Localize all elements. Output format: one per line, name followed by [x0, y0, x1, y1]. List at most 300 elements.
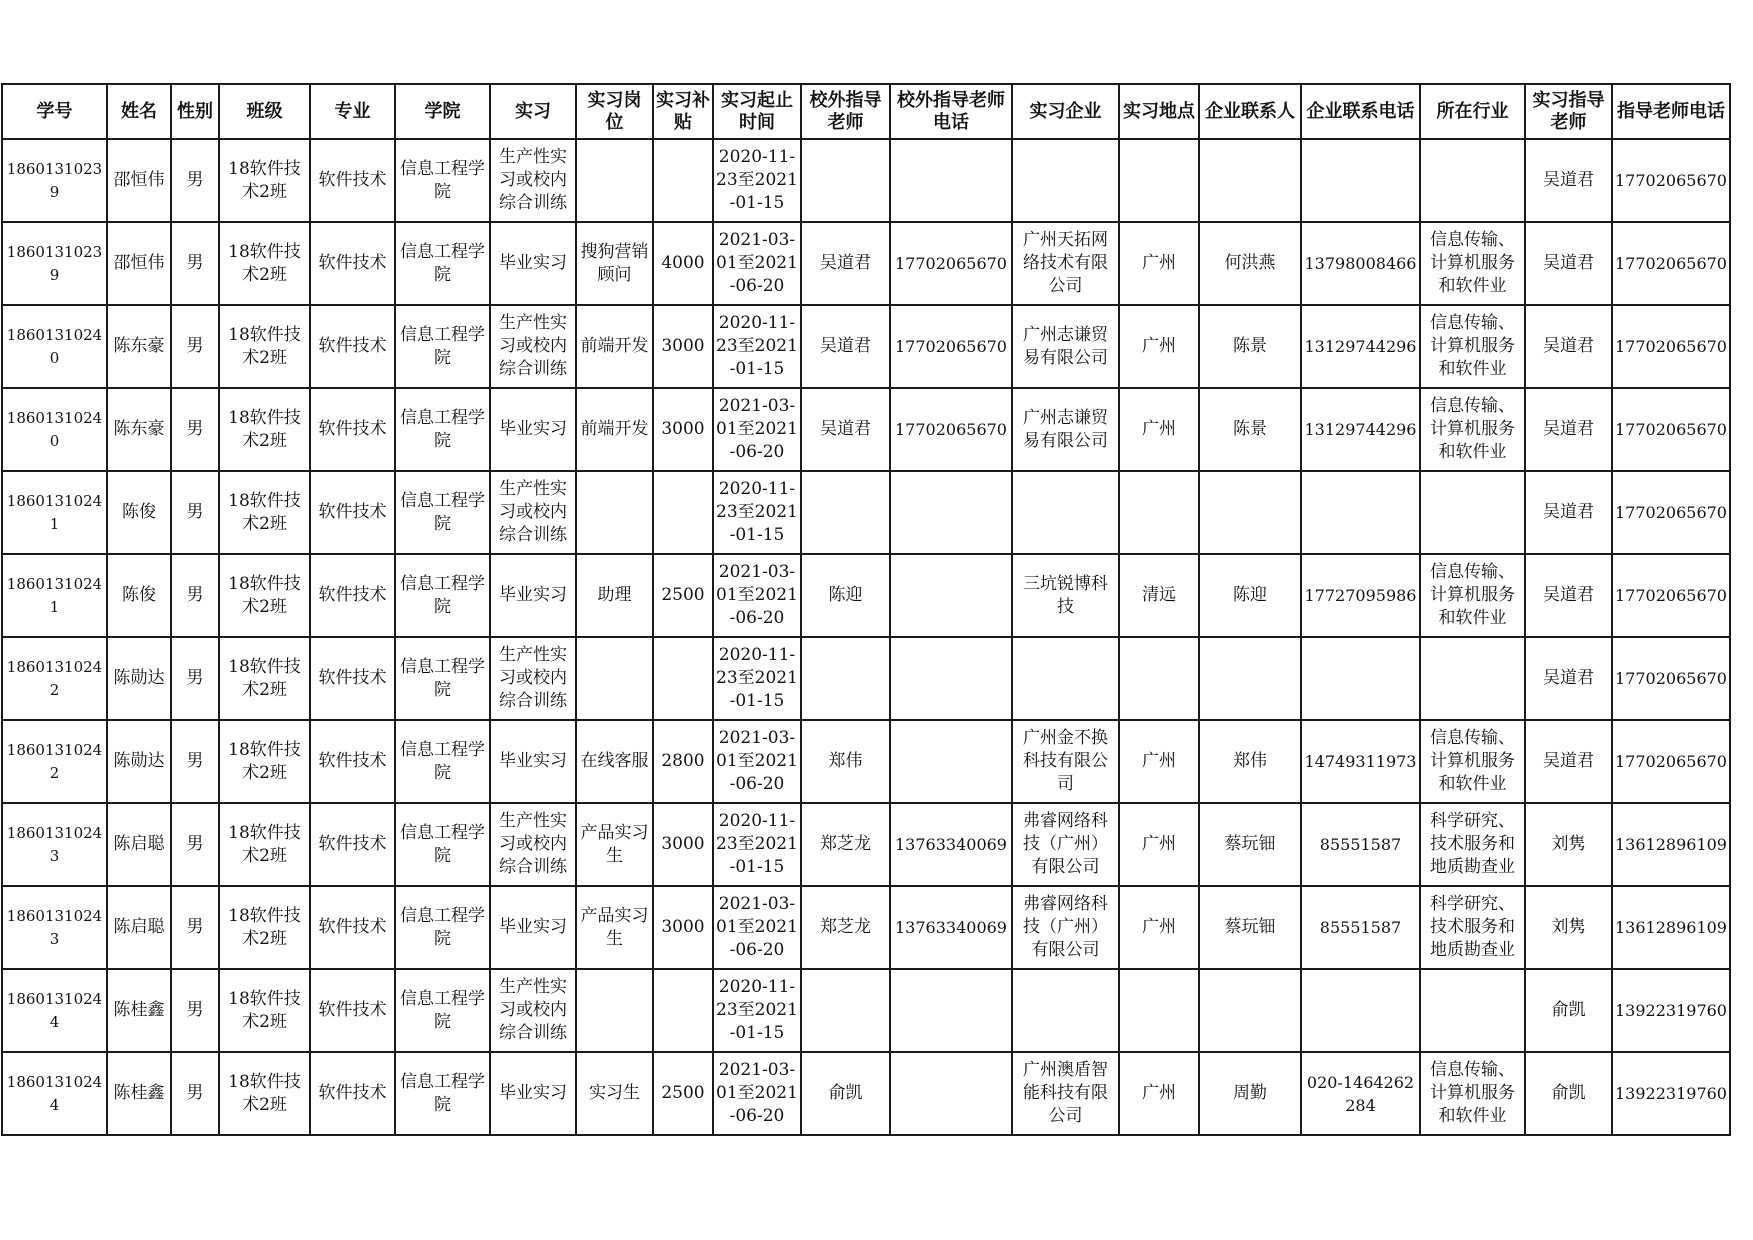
cell-period	[713, 720, 801, 803]
cell-text: 男	[186, 253, 204, 273]
cell-name	[107, 305, 171, 388]
cell-location	[1119, 554, 1199, 637]
cell-location	[1119, 803, 1199, 886]
cell-text: 陈桂鑫	[113, 1083, 165, 1103]
col-header-company: 实习企业	[1012, 84, 1119, 139]
col-header-mentor-phone: 指导老师电话	[1612, 84, 1730, 139]
cell-name	[107, 969, 171, 1052]
cell-class	[219, 554, 310, 637]
cell-text: 信息工程学院	[400, 573, 485, 617]
cell-position	[576, 803, 653, 886]
cell-position	[576, 886, 653, 969]
cell-text: 吴道君	[1543, 419, 1594, 439]
cell-company-contact	[1199, 886, 1301, 969]
cell-industry	[1420, 1052, 1525, 1135]
cell-text: 2021-03-01至2021-06-20	[716, 894, 798, 960]
cell-text: 信息工程学院	[400, 158, 485, 202]
cell-position	[576, 222, 653, 305]
cell-text: 18601310240	[6, 325, 103, 367]
cell-student-id	[2, 1052, 107, 1135]
cell-external-mentor	[801, 803, 890, 886]
cell-gender	[171, 1052, 219, 1135]
cell-subsidy	[653, 222, 713, 305]
cell-company-phone	[1301, 471, 1420, 554]
cell-text: 吴道君	[1543, 585, 1594, 605]
cell-company	[1012, 886, 1119, 969]
cell-industry	[1420, 969, 1525, 1052]
cell-text: 吴道君	[820, 336, 871, 356]
cell-text: 陈景	[1233, 419, 1267, 439]
table-row	[2, 969, 1730, 1052]
cell-text: 13612896109	[1615, 918, 1727, 937]
cell-period	[713, 637, 801, 720]
cell-internship-type	[490, 1052, 576, 1135]
table-row	[2, 720, 1730, 803]
cell-internal-mentor	[1525, 637, 1612, 720]
cell-text: 陈俊	[122, 502, 156, 522]
cell-text: 信息工程学院	[400, 490, 485, 534]
cell-position	[576, 305, 653, 388]
cell-text: 科学研究、技术服务和地质勘查业	[1430, 811, 1515, 877]
cell-text: 信息传输、计算机服务和软件业	[1430, 728, 1515, 794]
cell-text: 85551587	[1319, 918, 1402, 937]
cell-class	[219, 637, 310, 720]
cell-internal-mentor	[1525, 222, 1612, 305]
cell-company	[1012, 720, 1119, 803]
cell-text: 男	[186, 585, 204, 605]
cell-text: 2020-11-23至2021-01-15	[716, 147, 798, 213]
cell-external-mentor-phone	[890, 886, 1012, 969]
cell-text: 2020-11-23至2021-01-15	[716, 479, 798, 545]
cell-major	[310, 1052, 395, 1135]
cell-text: 生产性实习或校内综合训练	[499, 977, 567, 1043]
cell-text: 2020-11-23至2021-01-15	[716, 811, 798, 877]
cell-text: 17702065670	[895, 337, 1007, 356]
col-header-company-contact: 企业联系人	[1199, 84, 1301, 139]
cell-name	[107, 1052, 171, 1135]
cell-college	[395, 139, 490, 222]
cell-text: 俞凯	[1551, 1000, 1586, 1020]
cell-text: 陈迎	[828, 585, 863, 605]
cell-company	[1012, 388, 1119, 471]
cell-position	[576, 554, 653, 637]
cell-text: 男	[186, 336, 204, 356]
cell-text: 邵恒伟	[113, 253, 165, 273]
cell-text: 2021-03-01至2021-06-20	[716, 728, 798, 794]
cell-subsidy	[653, 388, 713, 471]
cell-text: 弗睿网络科技（广州）有限公司	[1023, 894, 1108, 960]
cell-text: 18软件技术2班	[228, 822, 301, 866]
cell-position	[576, 1052, 653, 1135]
cell-college	[395, 388, 490, 471]
cell-external-mentor-phone	[890, 305, 1012, 388]
cell-text: 18软件技术2班	[228, 905, 301, 949]
cell-text: 18软件技术2班	[228, 573, 301, 617]
cell-external-mentor	[801, 554, 890, 637]
col-header-major: 专业	[310, 84, 395, 139]
cell-internship-type	[490, 720, 576, 803]
cell-gender	[171, 969, 219, 1052]
col-header-gender: 性别	[171, 84, 219, 139]
cell-major	[310, 222, 395, 305]
cell-text: 13612896109	[1615, 835, 1727, 854]
cell-text: 郑伟	[1233, 751, 1267, 771]
cell-name	[107, 886, 171, 969]
cell-location	[1119, 886, 1199, 969]
cell-location	[1119, 139, 1199, 222]
cell-text: 18软件技术2班	[228, 241, 301, 285]
cell-company-phone	[1301, 139, 1420, 222]
cell-student-id	[2, 886, 107, 969]
cell-gender	[171, 803, 219, 886]
cell-location	[1119, 222, 1199, 305]
cell-external-mentor	[801, 1052, 890, 1135]
cell-text: 生产性实习或校内综合训练	[499, 645, 567, 711]
cell-text: 3000	[661, 917, 705, 937]
cell-subsidy	[653, 720, 713, 803]
table-row	[2, 305, 1730, 388]
cell-subsidy	[653, 886, 713, 969]
cell-internal-mentor	[1525, 1052, 1612, 1135]
table-row	[2, 637, 1730, 720]
cell-text: 毕业实习	[499, 917, 567, 937]
col-header-subsidy: 实习补贴	[653, 84, 713, 139]
cell-text: 18软件技术2班	[228, 407, 301, 451]
cell-text: 020-1464262284	[1306, 1072, 1415, 1115]
table-row	[2, 1052, 1730, 1135]
cell-text: 软件技术	[318, 668, 387, 688]
cell-text: 吴道君	[1543, 668, 1594, 688]
cell-mentor-phone	[1612, 305, 1730, 388]
cell-name	[107, 139, 171, 222]
col-header-internship-type: 实习	[490, 84, 576, 139]
cell-period	[713, 554, 801, 637]
cell-company-contact	[1199, 637, 1301, 720]
cell-text: 信息工程学院	[400, 407, 485, 451]
cell-external-mentor-phone	[890, 803, 1012, 886]
cell-external-mentor-phone	[890, 969, 1012, 1052]
cell-text: 2020-11-23至2021-01-15	[716, 977, 798, 1043]
cell-text: 2020-11-23至2021-01-15	[716, 645, 798, 711]
cell-text: 助理	[597, 585, 632, 605]
cell-text: 18601310243	[6, 823, 103, 865]
cell-internship-type	[490, 886, 576, 969]
cell-text: 陈俊	[122, 585, 156, 605]
cell-text: 2800	[661, 751, 705, 771]
cell-text: 信息工程学院	[400, 988, 485, 1032]
cell-text: 郑芝龙	[820, 917, 871, 937]
cell-text: 信息传输、计算机服务和软件业	[1430, 562, 1515, 628]
cell-text: 陈勋达	[113, 668, 165, 688]
cell-industry	[1420, 388, 1525, 471]
cell-major	[310, 720, 395, 803]
cell-company-contact	[1199, 803, 1301, 886]
cell-text: 软件技术	[318, 1083, 387, 1103]
cell-text: 18软件技术2班	[228, 988, 301, 1032]
cell-text: 广州天拓网络技术有限公司	[1023, 230, 1108, 296]
cell-major	[310, 886, 395, 969]
col-header-student-id: 学号	[2, 84, 107, 139]
col-header-name: 姓名	[107, 84, 171, 139]
cell-college	[395, 222, 490, 305]
cell-text: 生产性实习或校内综合训练	[499, 313, 567, 379]
cell-name	[107, 637, 171, 720]
col-header-position: 实习岗位	[576, 84, 653, 139]
cell-text: 毕业实习	[499, 419, 567, 439]
cell-company	[1012, 803, 1119, 886]
cell-college	[395, 969, 490, 1052]
cell-company	[1012, 637, 1119, 720]
cell-text: 4000	[661, 253, 705, 273]
cell-external-mentor	[801, 139, 890, 222]
cell-company-phone	[1301, 803, 1420, 886]
cell-text: 13129744296	[1304, 420, 1417, 439]
cell-industry	[1420, 554, 1525, 637]
cell-text: 前端开发	[580, 336, 649, 356]
cell-class	[219, 1052, 310, 1135]
cell-text: 在线客服	[580, 751, 649, 771]
cell-name	[107, 222, 171, 305]
cell-internship-type	[490, 637, 576, 720]
cell-text: 13763340069	[895, 918, 1007, 937]
cell-text: 吴道君	[1543, 336, 1594, 356]
cell-position	[576, 471, 653, 554]
cell-major	[310, 139, 395, 222]
cell-text: 3000	[661, 834, 705, 854]
cell-text: 实习生	[589, 1083, 640, 1103]
cell-college	[395, 1052, 490, 1135]
cell-text: 软件技术	[318, 170, 387, 190]
cell-text: 信息传输、计算机服务和软件业	[1430, 313, 1515, 379]
cell-company	[1012, 305, 1119, 388]
cell-text: 软件技术	[318, 419, 387, 439]
cell-subsidy	[653, 637, 713, 720]
cell-text: 信息工程学院	[400, 241, 485, 285]
cell-text: 吴道君	[820, 419, 871, 439]
cell-mentor-phone	[1612, 222, 1730, 305]
cell-major	[310, 969, 395, 1052]
cell-text: 刘隽	[1551, 917, 1586, 937]
cell-external-mentor	[801, 222, 890, 305]
cell-location	[1119, 637, 1199, 720]
cell-external-mentor-phone	[890, 554, 1012, 637]
cell-gender	[171, 554, 219, 637]
table-body	[2, 139, 1730, 1135]
cell-text: 3000	[661, 336, 705, 356]
cell-text: 软件技术	[318, 1000, 387, 1020]
internship-table	[1, 83, 1731, 1136]
cell-text: 85551587	[1319, 835, 1402, 854]
cell-text: 蔡玩钿	[1224, 917, 1276, 937]
cell-external-mentor-phone	[890, 471, 1012, 554]
cell-student-id	[2, 554, 107, 637]
cell-text: 信息工程学院	[400, 324, 485, 368]
cell-mentor-phone	[1612, 886, 1730, 969]
cell-text: 陈桂鑫	[113, 1000, 165, 1020]
cell-internal-mentor	[1525, 139, 1612, 222]
cell-external-mentor	[801, 637, 890, 720]
cell-class	[219, 969, 310, 1052]
cell-internship-type	[490, 803, 576, 886]
header-row	[2, 84, 1730, 139]
cell-text: 13129744296	[1304, 337, 1417, 356]
cell-text: 软件技术	[318, 502, 387, 522]
cell-industry	[1420, 720, 1525, 803]
cell-internal-mentor	[1525, 388, 1612, 471]
table-row	[2, 886, 1730, 969]
cell-class	[219, 720, 310, 803]
cell-text: 软件技术	[318, 253, 387, 273]
cell-text: 信息工程学院	[400, 822, 485, 866]
col-header-location: 实习地点	[1119, 84, 1199, 139]
cell-industry	[1420, 305, 1525, 388]
cell-internal-mentor	[1525, 554, 1612, 637]
cell-text: 广州志谦贸易有限公司	[1023, 324, 1108, 368]
cell-company-contact	[1199, 1052, 1301, 1135]
cell-text: 2500	[661, 585, 705, 605]
cell-text: 信息工程学院	[400, 656, 485, 700]
table-row	[2, 388, 1730, 471]
cell-text: 广州	[1142, 1083, 1176, 1103]
cell-text: 18软件技术2班	[228, 656, 301, 700]
cell-text: 广州	[1142, 834, 1176, 854]
cell-external-mentor	[801, 969, 890, 1052]
cell-mentor-phone	[1612, 803, 1730, 886]
cell-company	[1012, 471, 1119, 554]
cell-text: 男	[186, 917, 204, 937]
cell-text: 信息传输、计算机服务和软件业	[1430, 396, 1515, 462]
cell-text: 男	[186, 1083, 204, 1103]
cell-college	[395, 720, 490, 803]
cell-text: 18601310239	[6, 159, 103, 201]
cell-period	[713, 803, 801, 886]
cell-major	[310, 803, 395, 886]
cell-position	[576, 637, 653, 720]
cell-text: 18601310241	[6, 574, 103, 616]
cell-college	[395, 803, 490, 886]
table-row	[2, 139, 1730, 222]
cell-mentor-phone	[1612, 969, 1730, 1052]
cell-subsidy	[653, 139, 713, 222]
cell-text: 吴道君	[820, 253, 871, 273]
cell-text: 软件技术	[318, 751, 387, 771]
cell-text: 17702065670	[1615, 171, 1727, 190]
cell-company-contact	[1199, 222, 1301, 305]
cell-text: 男	[186, 419, 204, 439]
cell-text: 广州	[1142, 336, 1176, 356]
cell-text: 何洪燕	[1224, 253, 1276, 273]
cell-gender	[171, 139, 219, 222]
cell-text: 清远	[1142, 585, 1176, 605]
cell-internship-type	[490, 139, 576, 222]
col-header-internal-mentor: 实习指导老师	[1525, 84, 1612, 139]
cell-text: 17702065670	[1615, 752, 1727, 771]
cell-subsidy	[653, 803, 713, 886]
cell-industry	[1420, 471, 1525, 554]
cell-external-mentor-phone	[890, 720, 1012, 803]
cell-text: 搜狗营销顾问	[580, 241, 649, 285]
cell-location	[1119, 969, 1199, 1052]
cell-text: 2020-11-23至2021-01-15	[716, 313, 798, 379]
col-header-external-mentor: 校外指导老师	[801, 84, 890, 139]
cell-text: 产品实习生	[580, 905, 649, 949]
cell-text: 13763340069	[895, 835, 1007, 854]
cell-text: 毕业实习	[499, 751, 567, 771]
cell-text: 18软件技术2班	[228, 158, 301, 202]
cell-text: 三坑锐博科技	[1023, 573, 1108, 617]
cell-external-mentor	[801, 720, 890, 803]
cell-text: 前端开发	[580, 419, 649, 439]
cell-major	[310, 554, 395, 637]
cell-text: 广州金不换科技有限公司	[1023, 728, 1108, 794]
cell-company-phone	[1301, 637, 1420, 720]
cell-external-mentor-phone	[890, 1052, 1012, 1135]
cell-company-contact	[1199, 969, 1301, 1052]
cell-text: 18软件技术2班	[228, 490, 301, 534]
cell-period	[713, 388, 801, 471]
cell-company-contact	[1199, 388, 1301, 471]
cell-text: 13922319760	[1615, 1084, 1727, 1103]
cell-text: 17702065670	[1615, 254, 1727, 273]
cell-location	[1119, 1052, 1199, 1135]
col-header-period: 实习起止时间	[713, 84, 801, 139]
cell-external-mentor	[801, 305, 890, 388]
cell-subsidy	[653, 969, 713, 1052]
cell-location	[1119, 388, 1199, 471]
cell-student-id	[2, 803, 107, 886]
cell-text: 男	[186, 668, 204, 688]
cell-text: 吴道君	[1543, 751, 1594, 771]
cell-college	[395, 886, 490, 969]
table-row	[2, 222, 1730, 305]
cell-internal-mentor	[1525, 720, 1612, 803]
cell-text: 广州	[1142, 419, 1176, 439]
cell-college	[395, 554, 490, 637]
cell-internship-type	[490, 554, 576, 637]
cell-major	[310, 471, 395, 554]
cell-period	[713, 471, 801, 554]
cell-college	[395, 305, 490, 388]
cell-industry	[1420, 222, 1525, 305]
cell-text: 周勤	[1233, 1083, 1267, 1103]
cell-position	[576, 969, 653, 1052]
cell-text: 18601310243	[6, 906, 103, 948]
cell-major	[310, 637, 395, 720]
cell-mentor-phone	[1612, 554, 1730, 637]
cell-text: 陈勋达	[113, 751, 165, 771]
cell-industry	[1420, 637, 1525, 720]
cell-internal-mentor	[1525, 471, 1612, 554]
cell-college	[395, 471, 490, 554]
cell-class	[219, 388, 310, 471]
cell-company-phone	[1301, 969, 1420, 1052]
cell-company-phone	[1301, 222, 1420, 305]
cell-text: 13798008466	[1304, 254, 1417, 273]
cell-text: 陈启聪	[113, 834, 165, 854]
cell-text: 18601310240	[6, 408, 103, 450]
cell-industry	[1420, 803, 1525, 886]
cell-text: 陈迎	[1233, 585, 1267, 605]
cell-position	[576, 720, 653, 803]
cell-company	[1012, 139, 1119, 222]
cell-text: 2021-03-01至2021-06-20	[716, 1060, 798, 1126]
cell-major	[310, 388, 395, 471]
cell-college	[395, 637, 490, 720]
cell-text: 生产性实习或校内综合训练	[499, 479, 567, 545]
cell-text: 毕业实习	[499, 585, 567, 605]
cell-text: 17702065670	[1615, 586, 1727, 605]
cell-subsidy	[653, 1052, 713, 1135]
